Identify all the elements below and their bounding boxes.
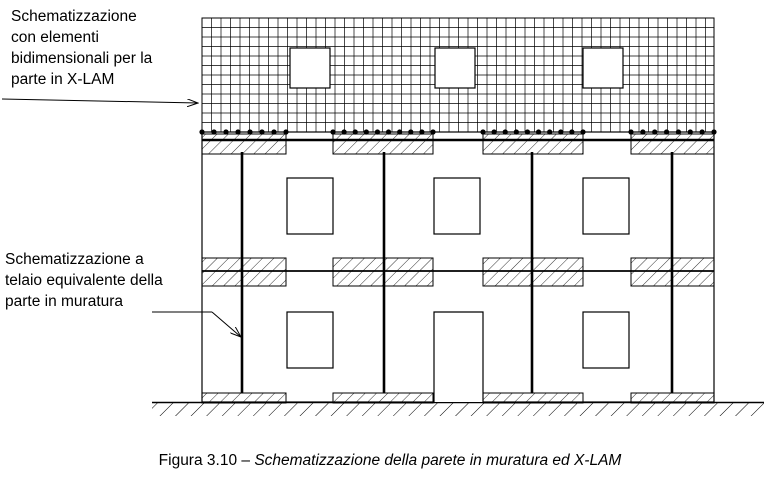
connection-node <box>547 129 552 134</box>
connection-node <box>640 129 645 134</box>
connection-node <box>503 129 508 134</box>
connection-node <box>408 129 413 134</box>
rigid-node-zone <box>483 393 583 403</box>
masonry-label <box>5 249 163 312</box>
rigid-node-zone <box>333 393 433 403</box>
connection-node <box>375 129 380 134</box>
connection-node <box>711 129 716 134</box>
rigid-node-zone <box>631 258 714 286</box>
connection-node <box>397 129 402 134</box>
figure-caption-title: Schematizzazione della parete in muratura ed X-LAM <box>254 452 622 469</box>
xlam-label-line-2: con elementi <box>11 29 99 46</box>
connection-node <box>525 129 530 134</box>
rigid-node-zone <box>333 258 433 286</box>
rigid-node-zone <box>202 258 286 286</box>
masonry-window-opening <box>434 178 480 234</box>
xlam-label <box>11 6 152 90</box>
masonry-window-opening <box>287 312 333 368</box>
masonry-door-opening <box>434 312 483 402</box>
connection-node <box>652 129 657 134</box>
connection-node <box>386 129 391 134</box>
connection-node <box>364 129 369 134</box>
xlam-label-line-4: parte in X-LAM <box>11 71 115 88</box>
connection-node <box>569 129 574 134</box>
connection-node <box>628 129 633 134</box>
figure-caption <box>0 452 780 470</box>
connection-node <box>342 129 347 134</box>
connection-node <box>419 129 424 134</box>
connection-node <box>259 129 264 134</box>
rigid-node-zone <box>631 134 714 154</box>
xlam-window-opening <box>583 48 623 88</box>
connection-node <box>211 129 216 134</box>
masonry-label-line-3: parte in muratura <box>5 293 124 310</box>
xlam-label-line-1: Schematizzazione <box>11 8 137 25</box>
rigid-node-zone <box>631 393 714 403</box>
connection-node <box>330 129 335 134</box>
connection-node <box>480 129 485 134</box>
rigid-node-zone <box>483 258 583 286</box>
xlam-pointer-arrow <box>2 99 198 103</box>
figure-caption-prefix: Figura 3.10 – <box>158 452 255 469</box>
connection-node <box>514 129 519 134</box>
masonry-pointer-arrow <box>212 312 241 337</box>
masonry-label-line-2: telaio equivalente della <box>5 272 163 289</box>
xlam-window-opening <box>290 48 330 88</box>
connection-node <box>271 129 276 134</box>
connection-node <box>676 129 681 134</box>
connection-node <box>700 129 705 134</box>
connection-node <box>664 129 669 134</box>
rigid-node-zone <box>333 134 433 154</box>
connection-node <box>558 129 563 134</box>
connection-node <box>283 129 288 134</box>
rigid-node-zone <box>202 134 286 154</box>
rigid-node-zone <box>202 393 286 403</box>
rigid-node-zone <box>483 134 583 154</box>
connection-node <box>353 129 358 134</box>
connection-node <box>688 129 693 134</box>
xlam-window-opening <box>435 48 475 88</box>
ground-hatching <box>152 403 764 417</box>
masonry-window-opening <box>583 312 629 368</box>
masonry-label-line-1: Schematizzazione a <box>5 251 144 268</box>
masonry-window-opening <box>287 178 333 234</box>
connection-node <box>492 129 497 134</box>
xlam-mesh-grid <box>202 18 714 132</box>
connection-node <box>430 129 435 134</box>
equivalent-frame <box>199 129 716 403</box>
connection-node <box>536 129 541 134</box>
connection-node <box>199 129 204 134</box>
masonry-window-opening <box>583 178 629 234</box>
connection-node <box>580 129 585 134</box>
connection-node <box>223 129 228 134</box>
connection-node <box>235 129 240 134</box>
connection-node <box>247 129 252 134</box>
xlam-label-line-3: bidimensionali per la <box>11 50 153 67</box>
